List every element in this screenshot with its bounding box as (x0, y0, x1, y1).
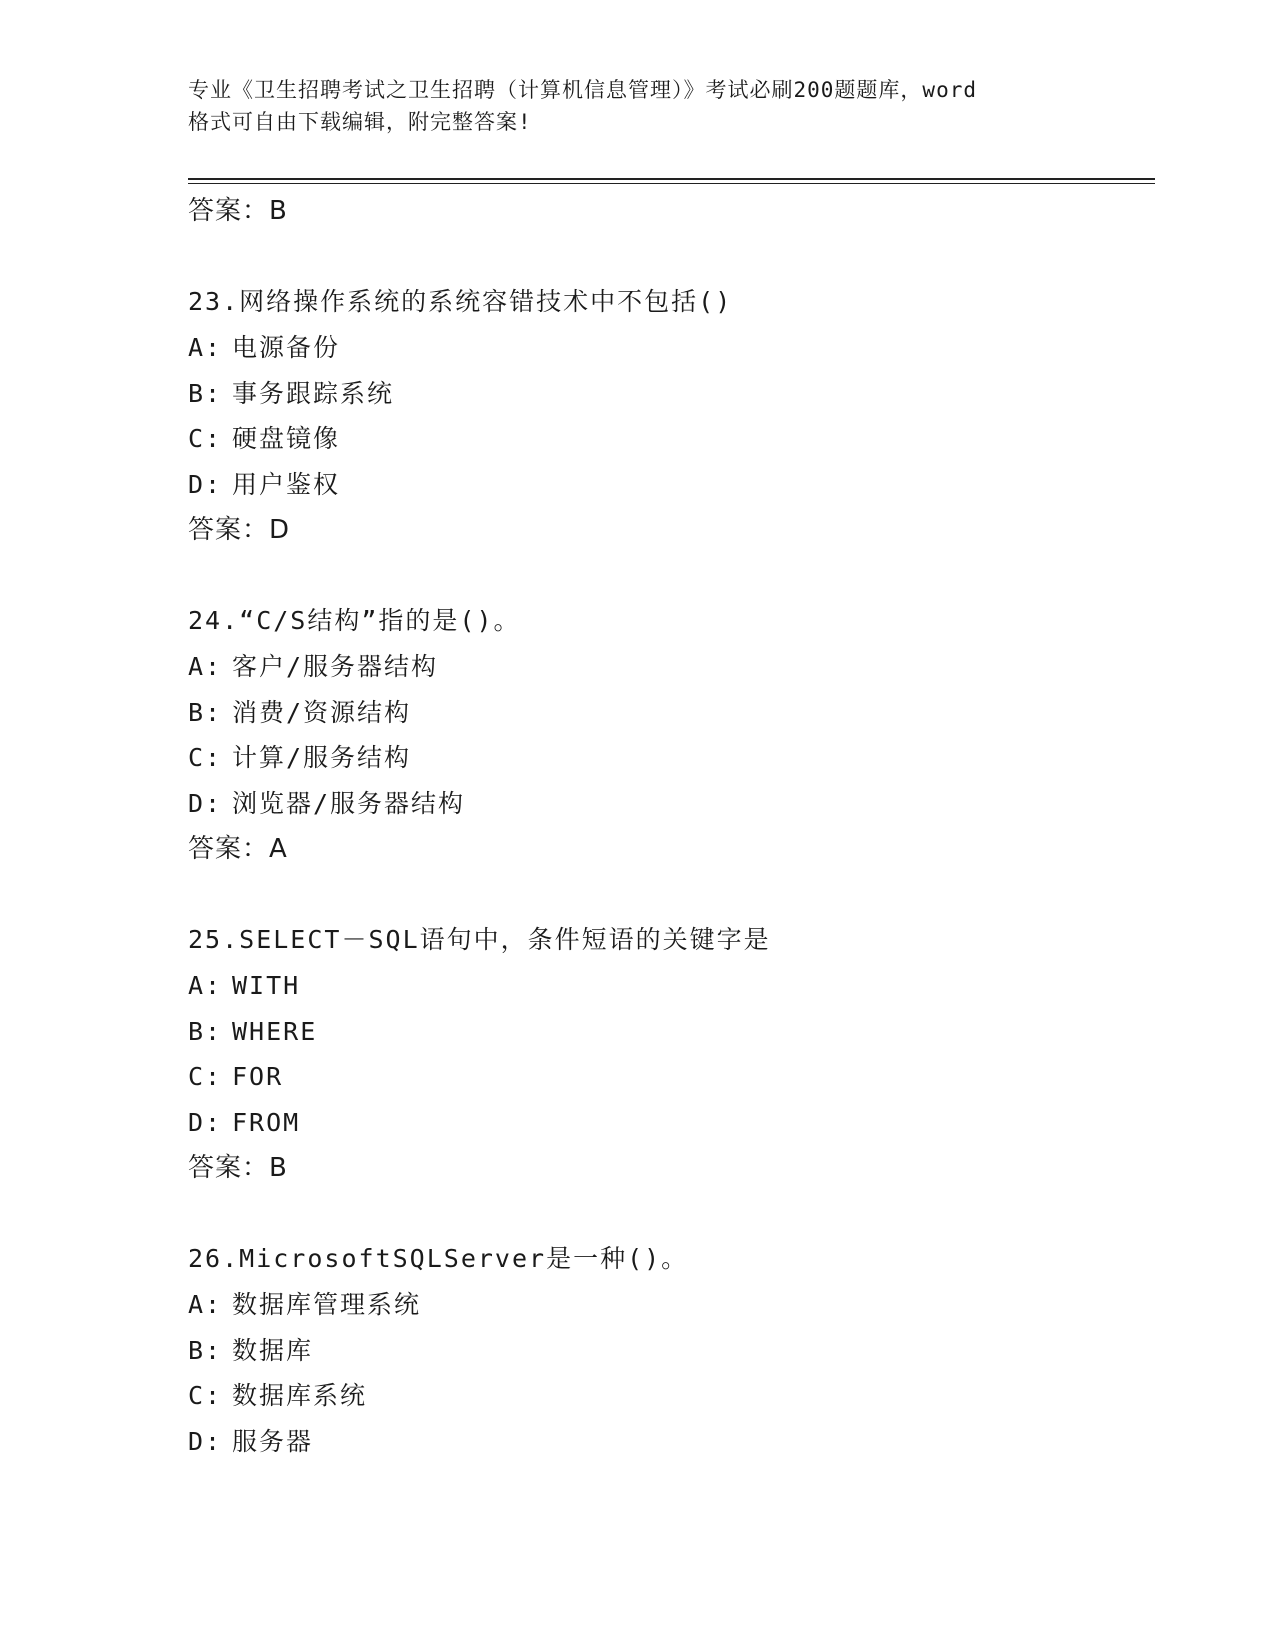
option-d (188, 1419, 1148, 1465)
option-d (188, 462, 1148, 508)
option-letter: C: (188, 1381, 223, 1410)
header-line-2: 格式可自由下载编辑，附完整答案! (188, 110, 532, 134)
option-text: 用户鉴权 (232, 469, 341, 499)
option-text: FOR (232, 1062, 284, 1091)
option-c (188, 1054, 1148, 1100)
option-letter: A: (188, 971, 223, 1000)
option-letter: B: (188, 697, 223, 727)
question-item (188, 1236, 1148, 1464)
answer-line: 答案：D (188, 515, 291, 545)
option-letter: C: (188, 1062, 223, 1091)
option-text: 服务器 (232, 1426, 314, 1456)
option-text: 数据库管理系统 (232, 1290, 422, 1319)
option-a (188, 325, 1148, 371)
option-text: 电源备份 (232, 333, 341, 362)
option-c (188, 1373, 1148, 1419)
option-letter: D: (188, 788, 223, 818)
option-b (188, 690, 1148, 736)
header-line-1: 专业《卫生招聘考试之卫生招聘（计算机信息管理）》考试必刷200题题库，word (188, 78, 977, 102)
option-text: 客户/服务器结构 (232, 652, 439, 681)
header-divider-thin (188, 183, 1155, 184)
option-letter: D: (188, 469, 223, 499)
option-b (188, 1328, 1148, 1374)
header-divider-thick (188, 178, 1155, 180)
question-list (188, 188, 1148, 1464)
option-d (188, 781, 1148, 827)
option-text: 事务跟踪系统 (232, 378, 395, 408)
question-stem: 25.SELECT－SQL语句中，条件短语的关键字是 (188, 925, 771, 954)
option-text: 浏览器/服务器结构 (232, 788, 466, 818)
option-letter: D: (188, 1107, 223, 1137)
option-text: 计算/服务结构 (232, 743, 412, 772)
option-text: 数据库 (232, 1335, 314, 1365)
option-text: FROM (232, 1107, 301, 1137)
question-stem: 23.网络操作系统的系统容错技术中不包括() (188, 287, 733, 316)
option-letter: C: (188, 743, 223, 772)
answer-line: 答案：A (188, 834, 288, 864)
option-a (188, 963, 1148, 1009)
option-letter: A: (188, 652, 223, 681)
option-b (188, 371, 1148, 417)
option-text: 硬盘镜像 (232, 424, 341, 453)
option-letter: B: (188, 1335, 223, 1365)
option-letter: B: (188, 1016, 223, 1046)
option-a (188, 644, 1148, 690)
option-text: WHERE (232, 1016, 318, 1046)
question-item (188, 279, 1148, 553)
option-letter: D: (188, 1426, 223, 1456)
question-item (188, 917, 1148, 1191)
option-text: 消费/资源结构 (232, 697, 412, 727)
option-c (188, 735, 1148, 781)
option-text: 数据库系统 (232, 1381, 368, 1410)
option-d (188, 1100, 1148, 1146)
option-letter: A: (188, 1290, 223, 1319)
question-item (188, 598, 1148, 872)
option-a (188, 1282, 1148, 1328)
answer-line: 答案：B (188, 196, 288, 226)
option-letter: A: (188, 333, 223, 362)
option-c (188, 416, 1148, 462)
option-b (188, 1009, 1148, 1055)
answer-line: 答案：B (188, 1153, 288, 1183)
option-letter: B: (188, 378, 223, 408)
question-stem: 24.“C/S结构”指的是()。 (188, 606, 521, 635)
option-letter: C: (188, 424, 223, 453)
document-header (188, 74, 1088, 138)
option-text: WITH (232, 971, 301, 1000)
question-stem: 26.MicrosoftSQLServer是一种()。 (188, 1244, 689, 1273)
